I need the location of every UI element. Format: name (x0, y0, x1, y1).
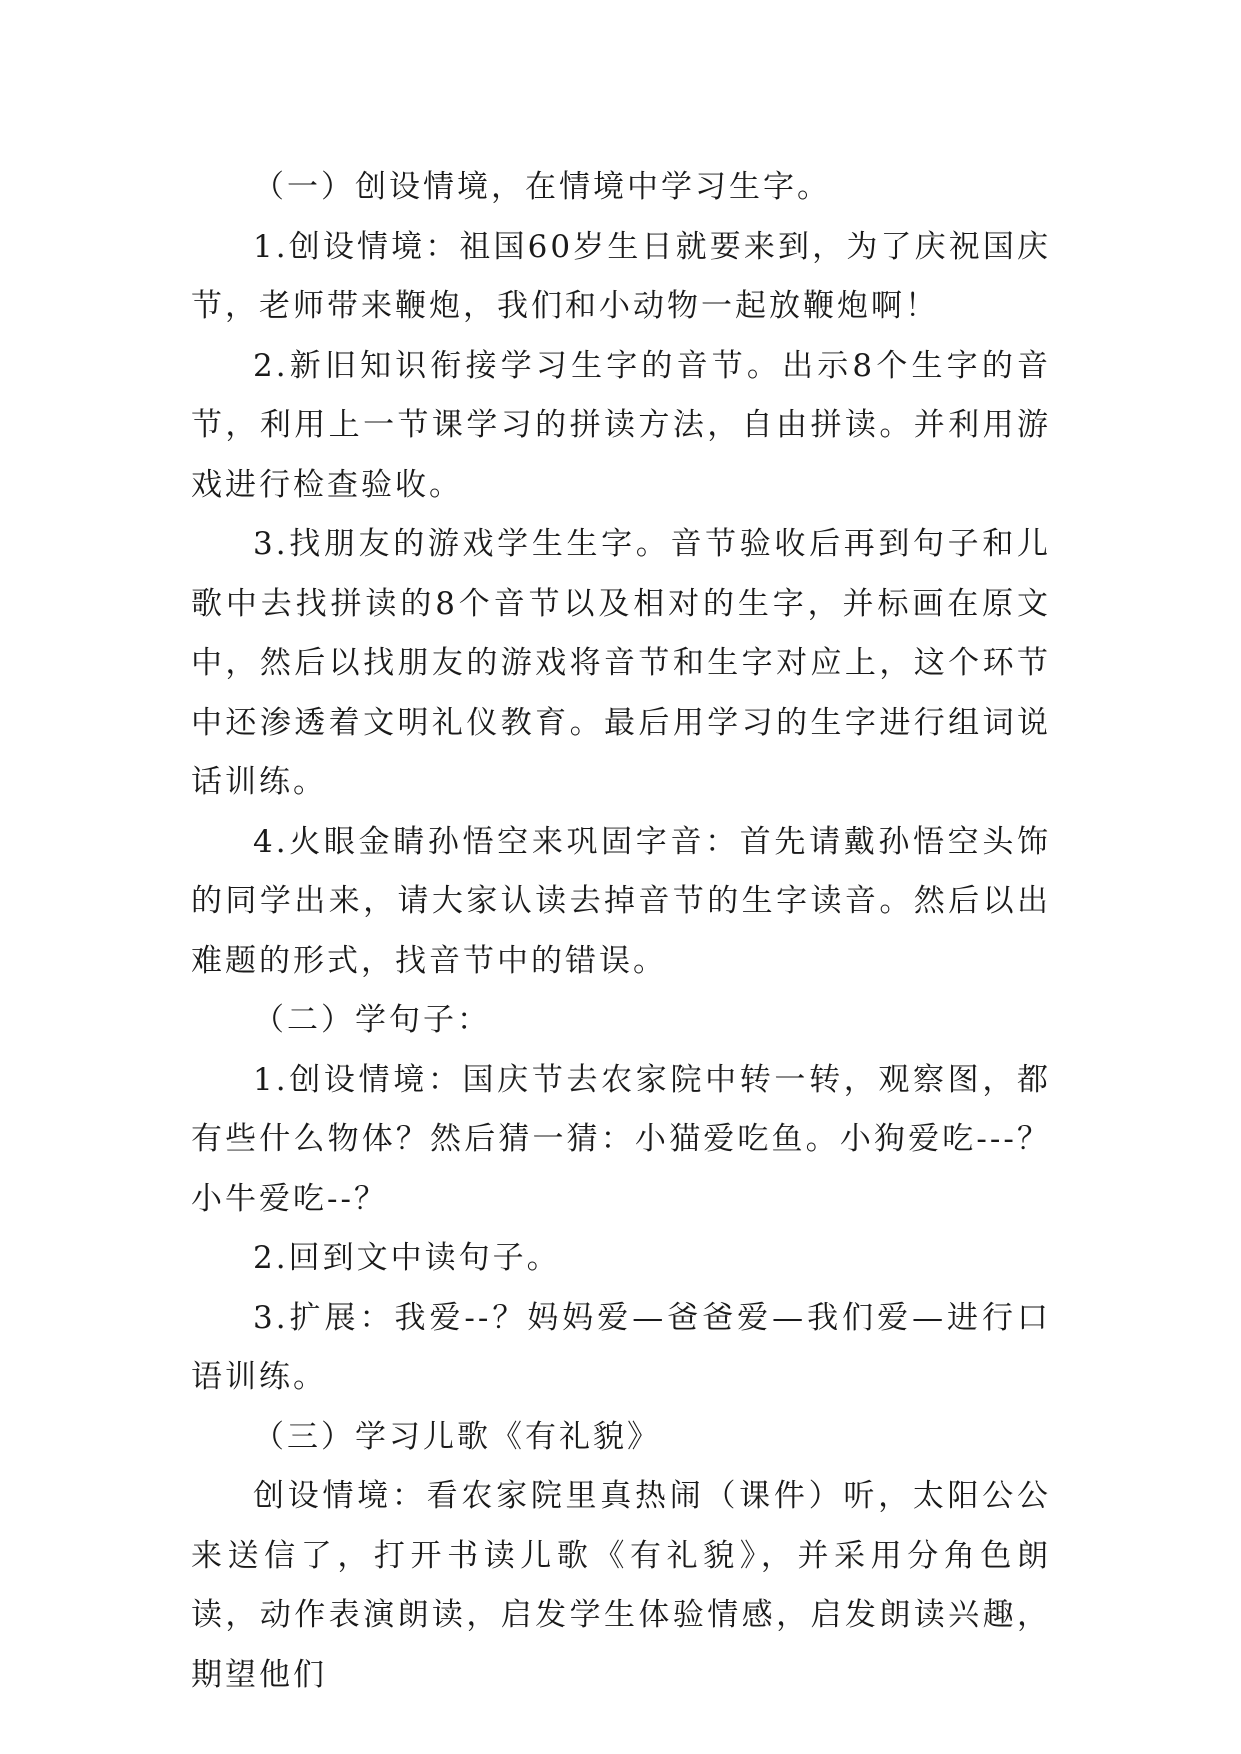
paragraph-2-3: 3.扩展：我爱--？妈妈爱—爸爸爱—我们爱—进行口语训练。 (191, 1299, 1051, 1395)
paragraph-1-3: 3.找朋友的游戏学生生字。音节验收后再到句子和儿歌中去找拼读的8个音节以及相对的生字，并标画在原文中，然后以找朋友的游戏将音节和生字对应上，这个环节中还渗透着文明礼仪教育。最后用学习的生字进行组词说话训练。 (191, 526, 1051, 800)
section-heading-1: （一）创设情境，在情境中学习生字。 (253, 169, 831, 205)
section-heading-2: （二）学句子： (253, 1002, 491, 1038)
paragraph-1-1: 1.创设情境：祖国60岁生日就要来到，为了庆祝国庆节，老师带来鞭炮，我们和小动物一起放鞭炮啊！ (191, 228, 1051, 324)
document-body (191, 158, 1051, 1705)
paragraph-1-4: 4.火眼金睛孙悟空来巩固字音：首先请戴孙悟空头饰的同学出来，请大家认读去掉音节的生字读音。然后以出难题的形式，找音节中的错误。 (191, 823, 1051, 979)
paragraph-2-2: 2.回到文中读句子。 (253, 1240, 561, 1276)
paragraph-3-1: 创设情境：看农家院里真热闹（课件）听，太阳公公来送信了，打开书读儿歌《有礼貌》，并采用分角色朗读，动作表演朗读，启发学生体验情感，启发朗读兴趣，期望他们 (191, 1478, 1051, 1693)
paragraph-2-1: 1.创设情境：国庆节去农家院中转一转，观察图，都有些什么物体？然后猜一猜：小猫爱吃鱼。小狗爱吃---？小牛爱吃--？ (191, 1061, 1051, 1217)
paragraph-1-2: 2.新旧知识衔接学习生字的音节。出示8个生字的音节，利用上一节课学习的拼读方法，自由拼读。并利用游戏进行检查验收。 (191, 347, 1051, 503)
section-heading-3: （三）学习儿歌《有礼貌》 (253, 1418, 661, 1455)
